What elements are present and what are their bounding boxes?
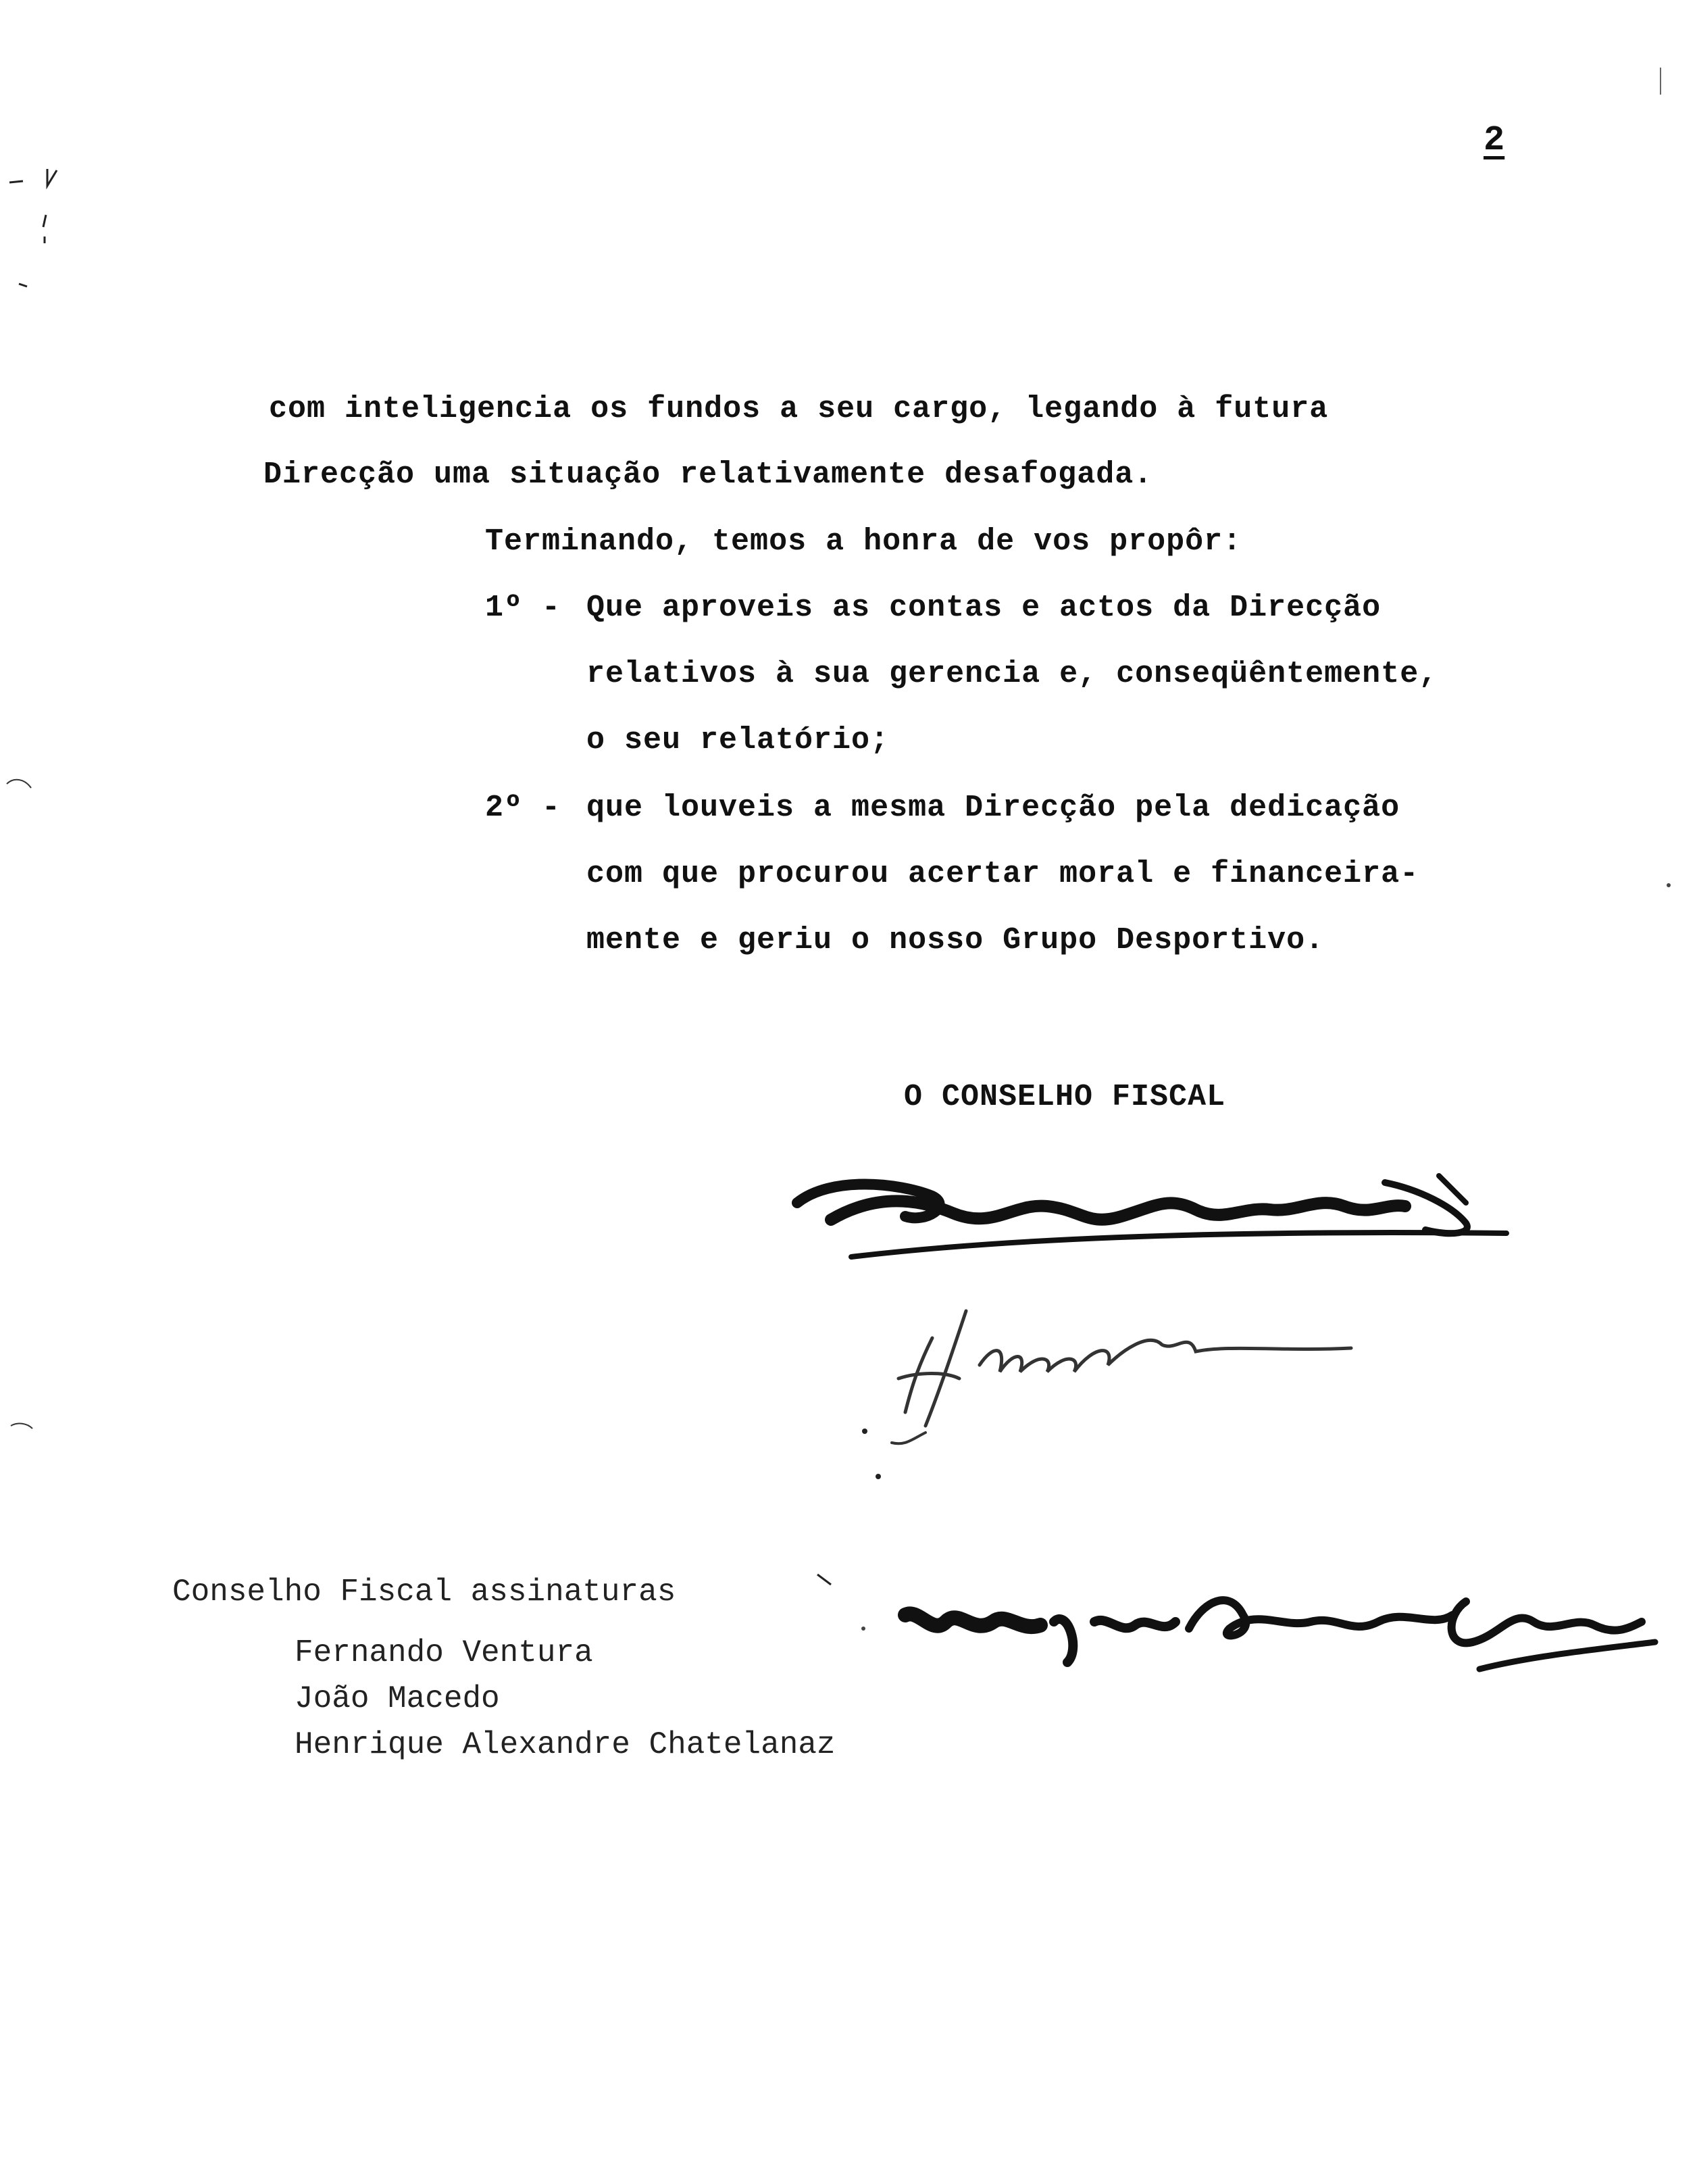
annotation-heading: Conselho Fiscal assinaturas [172, 1574, 676, 1610]
proposal-1-marker: 1º - [485, 591, 561, 625]
proposal-2-line-3: mente e geriu o nosso Grupo Desportivo. [586, 923, 1325, 958]
paragraph-line-2: Direcção uma situação relativamente desafogada. [263, 457, 1153, 492]
proposal-1-line-3: o seu relatório; [586, 723, 890, 758]
proposal-1-line-1: Que aproveis as contas e actos da Direcção [586, 591, 1382, 625]
annotation-name-1: Fernando Ventura [295, 1635, 593, 1670]
page-number: 2 [1484, 120, 1505, 160]
proposal-1-line-2: relativos à sua gerencia e, conseqüêntemente, [586, 657, 1438, 691]
annotation-name-2: João Macedo [295, 1681, 500, 1716]
signature-block-title: O CONSELHO FISCAL [904, 1080, 1226, 1114]
annotation-name-3: Henrique Alexandre Chatelanaz [295, 1727, 836, 1762]
proposal-2-line-1: que louveis a mesma Direcção pela dedicação [586, 791, 1400, 825]
proposal-2-line-2: com que procurou acertar moral e financeira- [586, 857, 1419, 891]
closing-intro: Terminando, temos a honra de vos propôr: [485, 524, 1242, 559]
proposal-2-marker: 2º - [485, 791, 561, 825]
paragraph-line-1: com inteligencia os fundos a seu cargo, legando à futura [269, 392, 1329, 426]
